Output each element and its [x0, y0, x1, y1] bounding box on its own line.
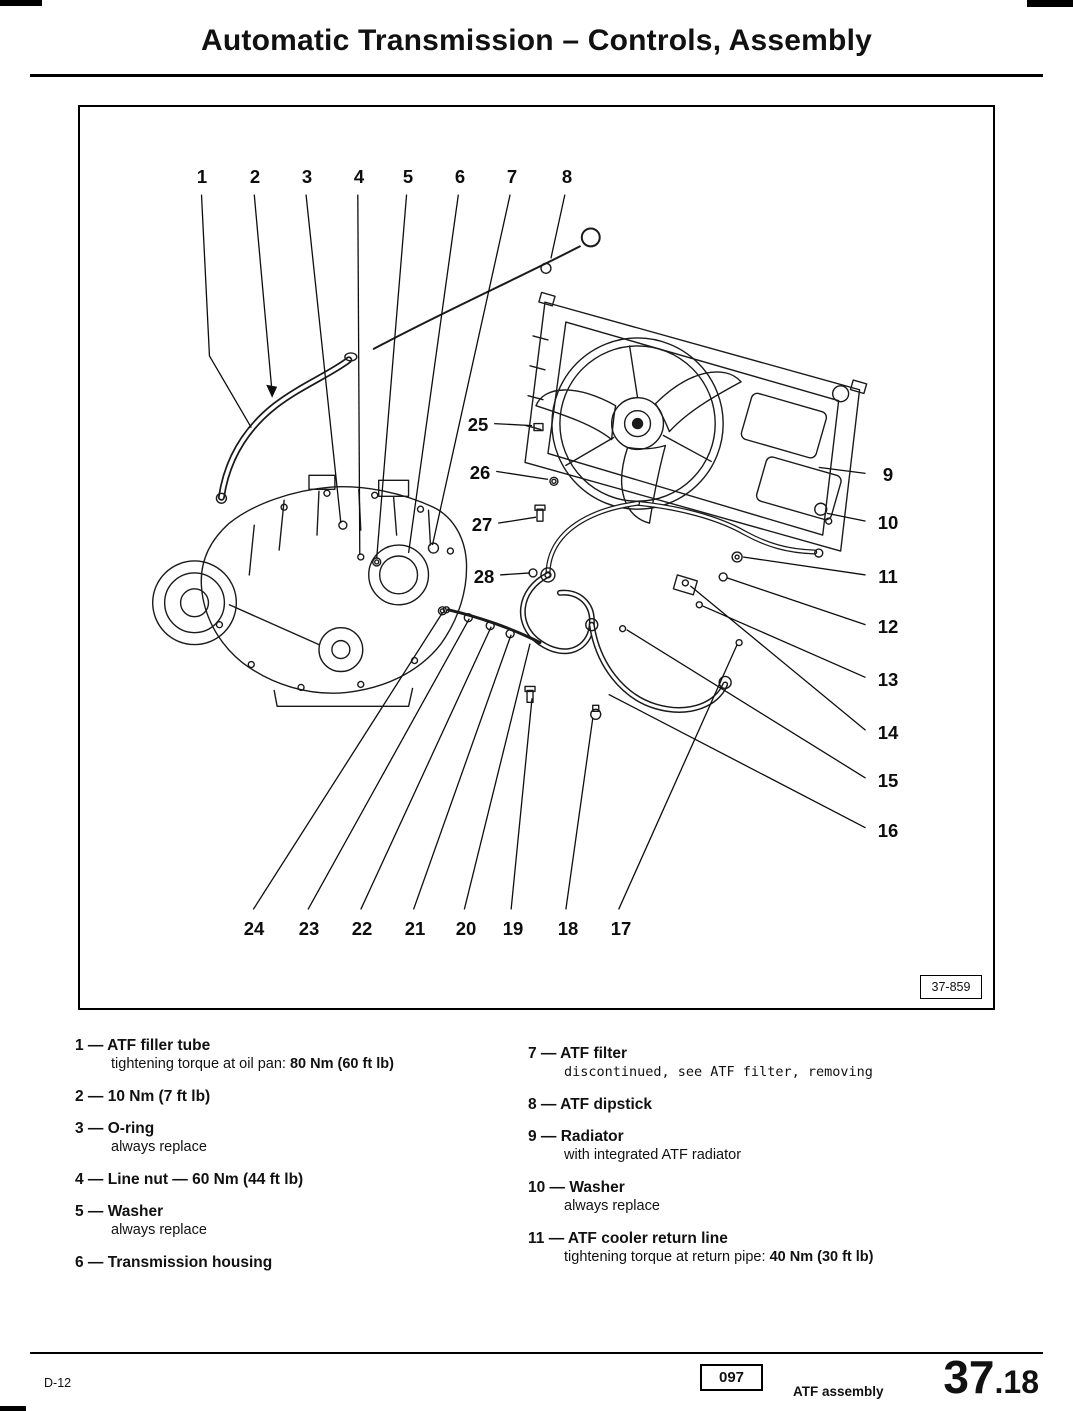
legend-item [75, 1170, 510, 1189]
legend-entry-note: always replace [111, 1139, 207, 1155]
footer-page-number [943, 1350, 1039, 1404]
legend-entry-title: 2 — 10 Nm (7 ft lb) [75, 1088, 211, 1105]
callout-25: 25 [467, 414, 489, 435]
scan-artifact [0, 0, 42, 6]
callout-21: 21 [404, 918, 426, 939]
legend-entry-note: tightening torque at return pipe: 40 Nm (30 ft lb) [564, 1249, 874, 1265]
callout-22: 22 [351, 918, 373, 939]
legend-item [528, 1044, 1018, 1082]
callout-24: 24 [243, 918, 265, 939]
callout-13: 13 [877, 669, 899, 690]
callout-2: 2 [249, 166, 261, 187]
legend-item [528, 1095, 1018, 1114]
callout-17: 17 [610, 918, 632, 939]
callout-4: 4 [353, 166, 365, 187]
callout-27: 27 [471, 514, 493, 535]
callout-11: 11 [878, 566, 898, 587]
legend-item [528, 1127, 1018, 1165]
legend-entry-note: discontinued, see ATF filter, removing [564, 1064, 873, 1080]
legend-right-column [528, 1044, 1018, 1280]
legend-item [75, 1202, 510, 1240]
page-title: Automatic Transmission – Controls, Assembly [201, 24, 872, 57]
callout-1: 1 [196, 166, 208, 187]
footer-assembly-label: ATF assembly [793, 1384, 884, 1399]
footer-code-box: 097 [700, 1364, 763, 1391]
title-rule [30, 74, 1043, 77]
callout-26: 26 [469, 462, 491, 483]
callout-6: 6 [454, 166, 466, 187]
legend-entry-title: 8 — ATF dipstick [528, 1096, 653, 1113]
callout-8: 8 [561, 166, 573, 187]
callout-18: 18 [557, 918, 579, 939]
callout-14: 14 [877, 722, 899, 743]
callout-12: 12 [877, 616, 899, 637]
legend-entry-title: 11 — ATF cooler return line [528, 1230, 728, 1247]
exploded-transmission-diagram [80, 107, 993, 1008]
callout-7: 7 [506, 166, 518, 187]
footer-section-number: 37 [943, 1351, 995, 1403]
legend-entry-title: 4 — Line nut — 60 Nm (44 ft lb) [75, 1171, 304, 1188]
legend-entry-title: 1 — ATF filler tube [75, 1037, 211, 1054]
scan-artifact [1027, 0, 1073, 7]
legend-item [75, 1119, 510, 1157]
footer-doc-ref: D-12 [44, 1376, 72, 1390]
scan-artifact [0, 1406, 26, 1411]
legend-item [528, 1178, 1018, 1216]
legend-entry-note: tightening torque at oil pan: 80 Nm (60 ft lb) [111, 1056, 394, 1072]
callout-3: 3 [301, 166, 313, 187]
callout-16: 16 [877, 820, 899, 841]
legend-entry-title: 3 — O-ring [75, 1120, 155, 1137]
callout-10: 10 [877, 512, 899, 533]
callout-15: 15 [877, 770, 899, 791]
legend-entry-note: always replace [564, 1198, 660, 1214]
callout-5: 5 [402, 166, 414, 187]
legend-entry-title: 5 — Washer [75, 1203, 164, 1220]
legend-entry-note: always replace [111, 1222, 207, 1238]
footer-subpage-number: .18 [994, 1364, 1039, 1400]
legend-item [75, 1087, 510, 1106]
legend-entry-title: 6 — Transmission housing [75, 1254, 273, 1271]
legend-item [75, 1253, 510, 1272]
callout-9: 9 [882, 464, 894, 485]
legend-item [75, 1036, 510, 1074]
figure-number: 37-859 [920, 975, 982, 999]
diagram-panel [78, 105, 995, 1010]
legend-entry-title: 10 — Washer [528, 1179, 625, 1196]
callout-28: 28 [473, 566, 495, 587]
legend-entry-title: 7 — ATF filter [528, 1045, 628, 1062]
legend-entry-note: with integrated ATF radiator [564, 1147, 742, 1163]
footer-rule [30, 1352, 1043, 1354]
callout-23: 23 [298, 918, 320, 939]
legend-item [528, 1229, 1018, 1267]
callout-19: 19 [502, 918, 524, 939]
legend-left-column [75, 1036, 510, 1285]
callout-20: 20 [455, 918, 477, 939]
legend-entry-title: 9 — Radiator [528, 1128, 624, 1145]
